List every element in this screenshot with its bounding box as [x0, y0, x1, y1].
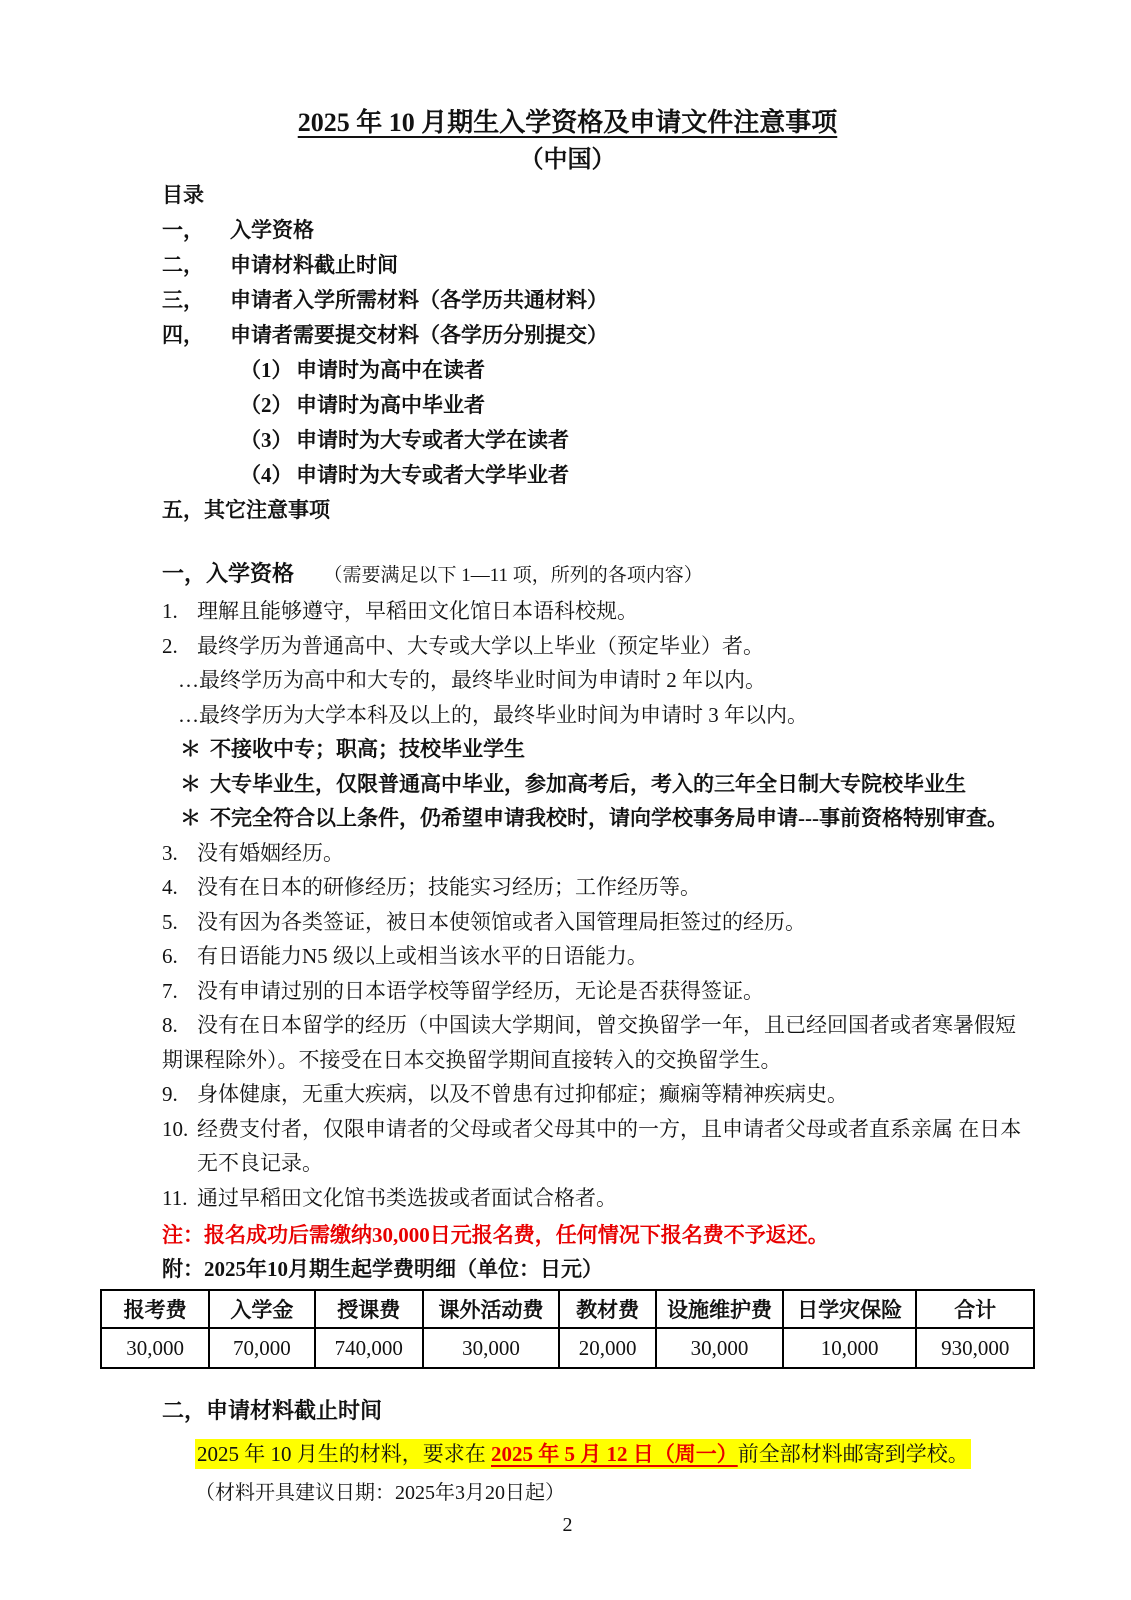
toc-item-label: 申请者入学所需材料（各学历共通材料） — [230, 288, 608, 312]
list-item-text: 没有在日本的研修经历；技能实习经历；工作经历等。 — [197, 875, 701, 899]
toc-item-1 — [162, 213, 1035, 248]
fees-header-cell: 入学金 — [209, 1290, 314, 1328]
fees-header-row — [101, 1290, 1034, 1328]
toc-item-3 — [162, 283, 1035, 318]
asterisk-marker: ＊ — [180, 737, 201, 761]
condition-dots-line-2: …最终学历为大学本科及以上的，最终毕业时间为申请时 3 年以内。 — [178, 702, 808, 727]
fees-header-cell: 教材费 — [559, 1290, 656, 1328]
list-item-number: 11. — [162, 1185, 188, 1210]
list-item-text: 最终学历为普通高中、大专或大学以上毕业（预定毕业）者。 — [197, 633, 764, 658]
toc-subitem-number: （1） — [240, 358, 293, 382]
deadline-highlight — [195, 1439, 971, 1469]
fees-header-cell: 课外活动费 — [423, 1290, 559, 1328]
list-item-number: 6. — [162, 944, 178, 968]
list-item-text: 没有在日本留学的经历（中国读大学期间，曾交换留学一年，且已经回国者或者寒暑假短期课程除外）。不接受在日本交换留学期间直接转入的交换留学生。 — [162, 1013, 1016, 1072]
list-item-text: 经费支付者，仅限申请者的父母或者父母其中的一方，且申请者父母或者直系亲属 在日本无不良记录。 — [197, 1116, 1022, 1175]
deadline-suffix: 前全部材料邮寄到学校。 — [737, 1442, 969, 1466]
toc-item-label: 入学资格 — [230, 218, 314, 242]
toc-item-label: 申请材料截止时间 — [230, 253, 398, 277]
fees-value-cell: 20,000 — [559, 1328, 656, 1368]
toc-subitem-1 — [240, 353, 1035, 388]
section1-heading-note: （需要满足以下 1—11 项，所列的各项内容） — [323, 565, 703, 586]
star-note-text: 大专毕业生，仅限普通高中毕业，参加高考后，考入的三年全日制大专院校毕业生 — [210, 771, 966, 796]
fees-header-cell: 设施维护费 — [656, 1290, 783, 1328]
toc-subitem-3 — [240, 423, 1035, 458]
fees-header-cell: 授课费 — [315, 1290, 423, 1328]
toc-subitem-number: （3） — [240, 428, 293, 452]
fees-header-cell: 报考费 — [101, 1290, 209, 1328]
fees-value-cell: 930,000 — [916, 1328, 1034, 1368]
fees-value-cell: 30,000 — [656, 1328, 783, 1368]
list-item-text: 有日语能力N5 级以上或相当该水平的日语能力。 — [197, 944, 648, 968]
fees-value-cell: 30,000 — [101, 1328, 209, 1368]
list-item-number: 2. — [162, 633, 178, 658]
toc-item-4 — [162, 318, 1035, 353]
section2-heading: 二，申请材料截止时间 — [162, 1398, 383, 1423]
list-item-2 — [162, 629, 1035, 664]
list-item-number: 1. — [162, 599, 178, 623]
list-item-number: 3. — [162, 840, 178, 865]
deadline-prefix: 2025 年 10 月生的材料，要求在 — [197, 1442, 491, 1466]
fees-value-cell: 10,000 — [783, 1328, 916, 1368]
list-item-11 — [162, 1181, 1035, 1216]
list-item-number: 5. — [162, 909, 178, 934]
list-item-text: 身体健康，无重大疾病，以及不曾患有过抑郁症；癫痫等精神疾病史。 — [197, 1082, 848, 1106]
fees-value-row — [101, 1328, 1034, 1368]
toc-item-5: 五，其它注意事项 — [162, 498, 330, 522]
toc-subitem-4 — [240, 458, 1035, 493]
toc-item-label: 申请者需要提交材料（各学历分别提交） — [230, 323, 608, 347]
asterisk-marker: ＊ — [180, 806, 201, 830]
list-item-text: 通过早稻田文化馆书类选拔或者面试合格者。 — [197, 1185, 617, 1210]
toc-subitem-number: （2） — [240, 393, 293, 417]
list-item-7 — [162, 974, 1035, 1009]
toc-heading: 目录 — [162, 183, 204, 207]
section1-heading-text: 一，入学资格 — [162, 561, 295, 586]
fees-header-cell: 合计 — [916, 1290, 1034, 1328]
toc-item-number: 四， — [162, 323, 204, 347]
star-note-text: 不完全符合以上条件，仍希望申请我校时，请向学校事务局申请---事前资格特别审查。 — [210, 806, 1008, 830]
fees-value-cell: 70,000 — [209, 1328, 314, 1368]
fees-table — [100, 1289, 1035, 1369]
deadline-line-wrap — [195, 1437, 1035, 1474]
list-item-1 — [162, 594, 1035, 629]
star-note-1 — [180, 732, 1035, 767]
toc-item-number: 三， — [162, 288, 204, 312]
list-item-3 — [162, 836, 1035, 871]
toc-item-number: 一， — [162, 218, 204, 242]
list-item-5 — [162, 905, 1035, 940]
list-item-text: 理解且能够遵守，早稻田文化馆日本语科校规。 — [197, 599, 638, 623]
toc-subitem-label: 申请时为高中毕业者 — [296, 393, 485, 417]
list-item-4 — [162, 870, 1035, 905]
list-item-text: 没有因为各类签证，被日本使领馆或者入国管理局拒签过的经历。 — [197, 909, 806, 934]
list-item-number: 7. — [162, 978, 178, 1003]
toc-subitem-label: 申请时为高中在读者 — [296, 358, 485, 382]
list-item-8 — [162, 1008, 1035, 1077]
toc-subitem-label: 申请时为大专或者大学毕业者 — [296, 463, 569, 487]
page-title: 2025 年 10 月期生入学资格及申请文件注意事项 — [297, 108, 838, 137]
list-item-6 — [162, 939, 1035, 974]
toc-item-number: 二， — [162, 253, 204, 277]
list-item-number: 9. — [162, 1082, 178, 1106]
page-subtitle: （中国） — [519, 147, 616, 173]
toc-subitem-2 — [240, 388, 1035, 423]
toc-item-2 — [162, 248, 1035, 283]
fees-value-cell: 740,000 — [315, 1328, 423, 1368]
condition-dots-line-1: …最终学历为高中和大专的，最终毕业时间为申请时 2 年以内。 — [178, 668, 766, 692]
section1-heading — [162, 556, 1035, 594]
star-note-text: 不接收中专；职高；技校毕业学生 — [210, 737, 525, 761]
list-item-number: 4. — [162, 875, 178, 899]
toc-subitem-label: 申请时为大专或者大学在读者 — [296, 428, 569, 452]
list-item-10 — [162, 1112, 1035, 1181]
list-item-number: 10. — [162, 1116, 189, 1141]
star-note-2 — [180, 767, 1035, 802]
fees-table-caption: 附：2025年10月期生起学费明细（单位：日元） — [162, 1257, 603, 1281]
registration-fee-warning: 注：报名成功后需缴纳30,000日元报名费，任何情况下报名费不予返还。 — [162, 1223, 829, 1247]
list-item-9 — [162, 1077, 1035, 1112]
deadline-date: 2025 年 5 月 12 日（周一） — [491, 1442, 738, 1466]
star-note-3 — [180, 801, 1035, 836]
list-item-text: 没有婚姻经历。 — [197, 840, 344, 865]
asterisk-marker: ＊ — [180, 771, 201, 796]
fees-value-cell: 30,000 — [423, 1328, 559, 1368]
page-number: 2 — [562, 1514, 573, 1536]
toc-subitem-number: （4） — [240, 463, 293, 487]
list-item-text: 没有申请过别的日本语学校等留学经历，无论是否获得签证。 — [197, 978, 764, 1003]
material-date-note: （材料开具建议日期：2025年3月20日起） — [195, 1482, 565, 1504]
fees-header-cell: 日学灾保险 — [783, 1290, 916, 1328]
list-item-number: 8. — [162, 1013, 178, 1037]
